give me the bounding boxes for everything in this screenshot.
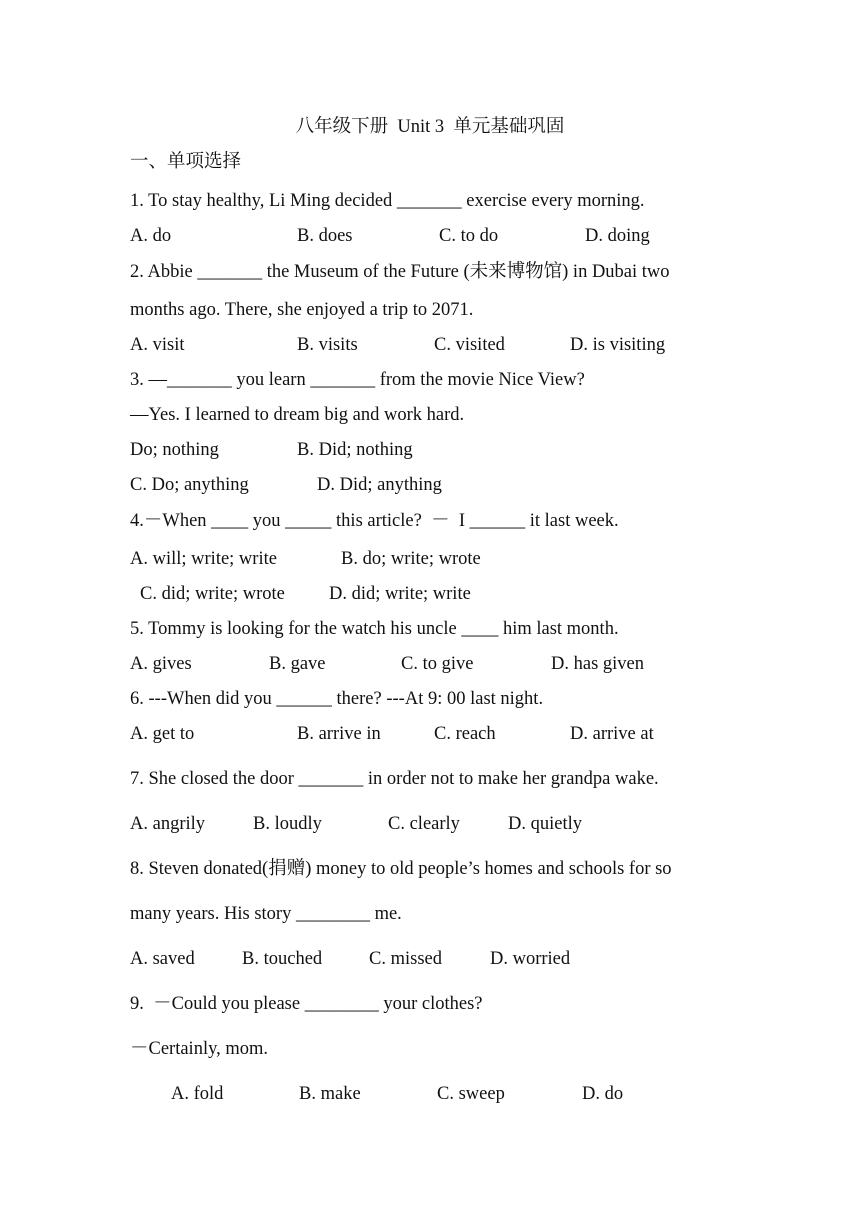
question-4-option-a: A. will; write; write — [130, 549, 277, 569]
question-4-stem: 4.－When ____ you _____ this article? － I ______ it last week. — [130, 511, 619, 531]
question-2-option-c: C. visited — [434, 335, 505, 355]
question-2-option-d: D. is visiting — [570, 335, 666, 355]
section-heading: 一、单项选择 — [130, 152, 242, 172]
question-4-option-c: C. did; write; wrote — [140, 584, 285, 604]
question-9-option-d: D. do — [582, 1084, 624, 1104]
question-9-option-c: C. sweep — [437, 1084, 505, 1104]
question-1-option-d: D. doing — [585, 226, 650, 246]
question-5-stem: 5. Tommy is looking for the watch his uncle ____ him last month. — [130, 619, 619, 639]
question-8-option-a: A. saved — [130, 949, 195, 969]
question-6-option-d: D. arrive at — [570, 724, 654, 744]
question-3-stem-line-1: 3. —_______ you learn _______ from the movie Nice View? — [130, 370, 585, 390]
question-6-option-b: B. arrive in — [297, 724, 381, 744]
question-2-stem-line-2: months ago. There, she enjoyed a trip to 2071. — [130, 300, 474, 320]
question-7-option-c: C. clearly — [388, 814, 460, 834]
question-3-option-a: Do; nothing — [130, 440, 219, 460]
question-8-option-b: B. touched — [242, 949, 323, 969]
question-1-option-c: C. to do — [439, 226, 499, 246]
question-9-option-b: B. make — [299, 1084, 361, 1104]
question-2-option-a: A. visit — [130, 335, 185, 355]
question-5-option-d: D. has given — [551, 654, 644, 674]
question-5-option-b: B. gave — [269, 654, 326, 674]
question-7-option-a: A. angrily — [130, 814, 206, 834]
question-5-option-a: A. gives — [130, 654, 192, 674]
question-9-option-a: A. fold — [171, 1084, 224, 1104]
question-5-option-c: C. to give — [401, 654, 474, 674]
question-7-stem: 7. She closed the door _______ in order not to make her grandpa wake. — [130, 769, 659, 789]
question-1-option-b: B. does — [297, 226, 353, 246]
question-1-stem: 1. To stay healthy, Li Ming decided _______ exercise every morning. — [130, 191, 645, 211]
question-8-stem-line-2: many years. His story ________ me. — [130, 904, 402, 924]
question-6-option-a: A. get to — [130, 724, 195, 744]
question-9-stem-line-2: －Certainly, mom. — [130, 1039, 269, 1059]
page-title: 八年级下册 Unit 3 单元基础巩固 — [295, 117, 565, 137]
question-4-option-b: B. do; write; wrote — [341, 549, 481, 569]
question-8-option-c: C. missed — [369, 949, 442, 969]
question-9-stem-line-1: 9. －Could you please ________ your clothes? — [130, 994, 483, 1014]
question-8-option-d: D. worried — [490, 949, 571, 969]
question-6-stem: 6. ---When did you ______ there? ---At 9: 00 last night. — [130, 689, 544, 709]
question-7-option-b: B. loudly — [253, 814, 322, 834]
question-8-stem-line-1: 8. Steven donated(捐赠) money to old people’s homes and schools for so — [130, 859, 672, 879]
question-4-option-d: D. did; write; write — [329, 584, 471, 604]
question-1-option-a: A. do — [130, 226, 172, 246]
question-2-option-b: B. visits — [297, 335, 358, 355]
question-7-option-d: D. quietly — [508, 814, 582, 834]
question-3-option-b: B. Did; nothing — [297, 440, 413, 460]
question-3-stem-line-2: —Yes. I learned to dream big and work hard. — [130, 405, 465, 425]
question-2-stem-line-1: 2. Abbie _______ the Museum of the Future (未来博物馆) in Dubai two — [130, 262, 670, 282]
question-6-option-c: C. reach — [434, 724, 496, 744]
question-3-option-d: D. Did; anything — [317, 475, 442, 495]
question-3-option-c: C. Do; anything — [130, 475, 249, 495]
